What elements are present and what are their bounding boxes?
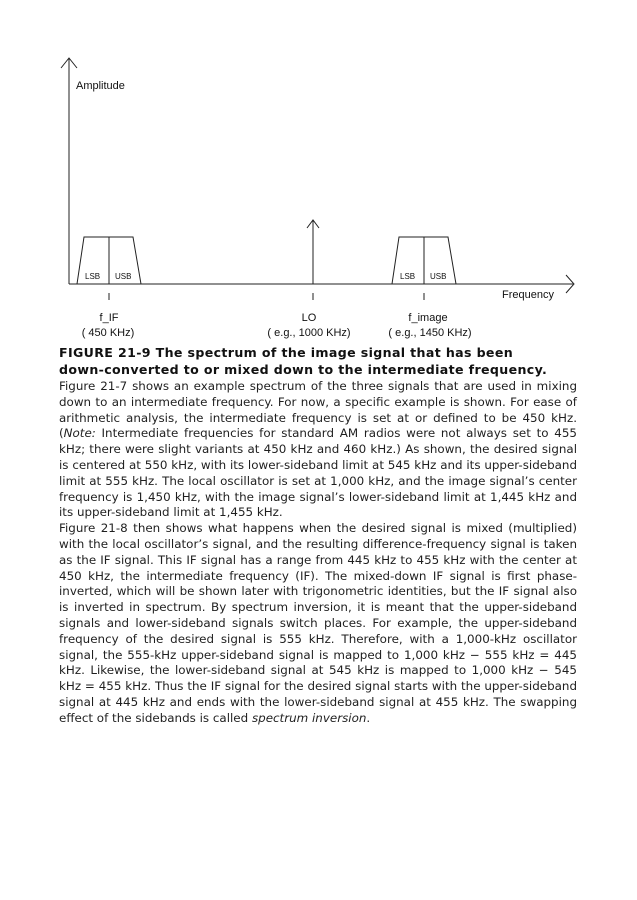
image-signal-spectrum [392, 237, 456, 284]
caption-line-1: FIGURE 21-9 The spectrum of the image signal that has been [59, 345, 514, 360]
if-usb-label: USB [115, 272, 132, 281]
caption-line-2: down-converted to or mixed down to the intermediate frequency. [59, 362, 548, 377]
paragraph-1: Figure 21-7 shows an example spectrum of the three signals that are used in mixing down to an intermediate frequency. For now, a specific example is shown. For ease of arithmetic analysis, the intermediate frequency is set at or defined to be 450 kHz. (Note: Intermediate frequencies for standard AM radios were not always set to 455 kHz; there were slight variants at 450 kHz and 460 kHz.) As shown, the desired signal is centered at 550 kHz, with its lower-sideband limit at 545 kHz and its upper-sideband limit at 555 kHz. The local oscillator is set at 1,000 kHz, and the image signal’s center frequency is 1,450 kHz, with the image signal’s lower-sideband limit at 1,445 kHz and its upper-sideband limit at 1,455 kHz. [59, 379, 577, 520]
figure-caption [59, 344, 577, 378]
spectrum-inversion-term: spectrum inversion [251, 710, 367, 725]
image-marker-value: ( e.g., 1450 KHz) [388, 327, 472, 339]
spectrum-figure [0, 0, 637, 345]
body-text [59, 379, 577, 727]
note-label: Note: [63, 426, 96, 441]
lo-marker-value: ( e.g., 1000 KHz) [267, 327, 351, 339]
if-lsb-label: LSB [85, 272, 101, 281]
image-usb-label: USB [430, 272, 447, 281]
if-marker-value: ( 450 KHz) [81, 327, 135, 339]
amplitude-label: Amplitude [76, 80, 125, 92]
image-marker-name: f_image [408, 312, 448, 324]
if-marker-name: f_IF [99, 312, 119, 324]
image-lsb-label: LSB [400, 272, 416, 281]
paragraph-2: Figure 21-8 then shows what happens when the desired signal is mixed (multiplied) with the local oscillator’s signal, and the resulting difference-frequency signal is taken as the IF signal. This IF signal has a range from 445 kHz to 455 kHz with the center at 450 kHz, the intermediate frequency (IF). The mixed-down IF signal is first phase-inverted, which will be shown later with trigonometric identities, but the IF signal also is inverted in spectrum. By spectrum inversion, it is meant that the upper-sideband signals and lower-sideband signals switch places. For example, the upper-sideband frequency of the desired signal is 555 kHz. Therefore, with a 1,000-kHz oscillator signal, the 555-kHz upper-sideband signal is mapped to 1,000 kHz − 555 kHz = 445 kHz. Likewise, the lower-sideband signal at 545 kHz is mapped to 1,000 kHz − 545 kHz = 455 kHz. Thus the IF signal for the desired signal starts with the upper-sideband signal at 445 kHz and ends with the lower-sideband signal at 455 kHz. The swapping effect of the sidebands is called spectrum inversion. [59, 521, 577, 725]
lo-signal [307, 220, 319, 284]
frequency-label: Frequency [502, 289, 554, 301]
lo-marker-name: LO [301, 312, 317, 324]
if-signal-spectrum [77, 237, 141, 284]
